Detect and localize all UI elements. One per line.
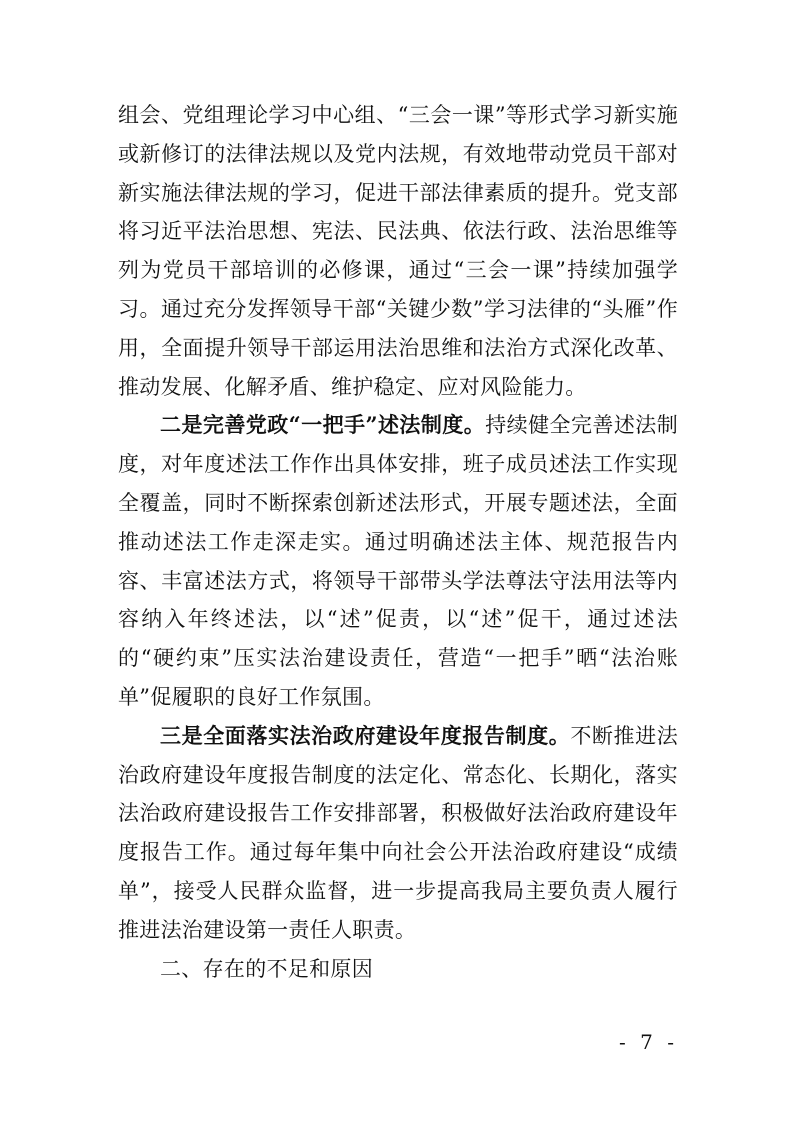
paragraph-text: 不断推进法治政府建设年度报告制度的法定化、常态化、长期化，落实法治政府建设报告工作安排部署，积极做好法治政府建设年度报告工作。通过每年集中向社会公开法治政府建设“成绩单”，接受人民群众监督，进一步提高我局主要负责人履行推进法治建设第一责任人职责。 [118, 723, 679, 942]
paragraph-lead: 三是全面落实法治政府建设年度报告制度。 [160, 722, 571, 748]
page-number: - 7 - [619, 1030, 678, 1054]
paragraph-text: 持续健全完善述法制度，对年度述法工作作出具体安排，班子成员述法工作实现全覆盖，同时不断探索创新述法形式，开展专题述法，全面推动述法工作走深走实。通过明确述法主体、规范报告内容、丰富述法方式，将领导干部带头学法尊法守法用法等内容纳入年终述法，以“述”促责，以“述”促干，通过述法的“硬约束”压实法治建设责任，营造“一把手”晒“法治账单”促履职的良好工作氛围。 [118, 413, 678, 709]
section-heading: 二、存在的不足和原因 [160, 956, 373, 981]
paragraph-lead: 二是完善党政“一把手”述法制度。 [160, 412, 486, 438]
document-body [118, 96, 678, 988]
paragraph-one-leader-reporting [118, 406, 678, 716]
paragraph-text: 组会、党组理论学习中心组、“三会一课”等形式学习新实施或新修订的法律法规以及党内法规，有效地带动党员干部对新实施法律法规的学习，促进干部法律素质的提升。党支部将习近平法治思想、宪法、民法典、依法行政、法治思维等列为党员干部培训的必修课，通过“三会一课”持续加强学习。通过充分发挥领导干部“关键少数”学习法律的“头雁”作用，全面提升领导干部运用法治思维和法治方式深化改革、推动发展、化解矛盾、维护稳定、应对风险能力。 [118, 103, 678, 399]
paragraph-annual-report [118, 717, 678, 950]
paragraph-continuation [118, 96, 678, 406]
